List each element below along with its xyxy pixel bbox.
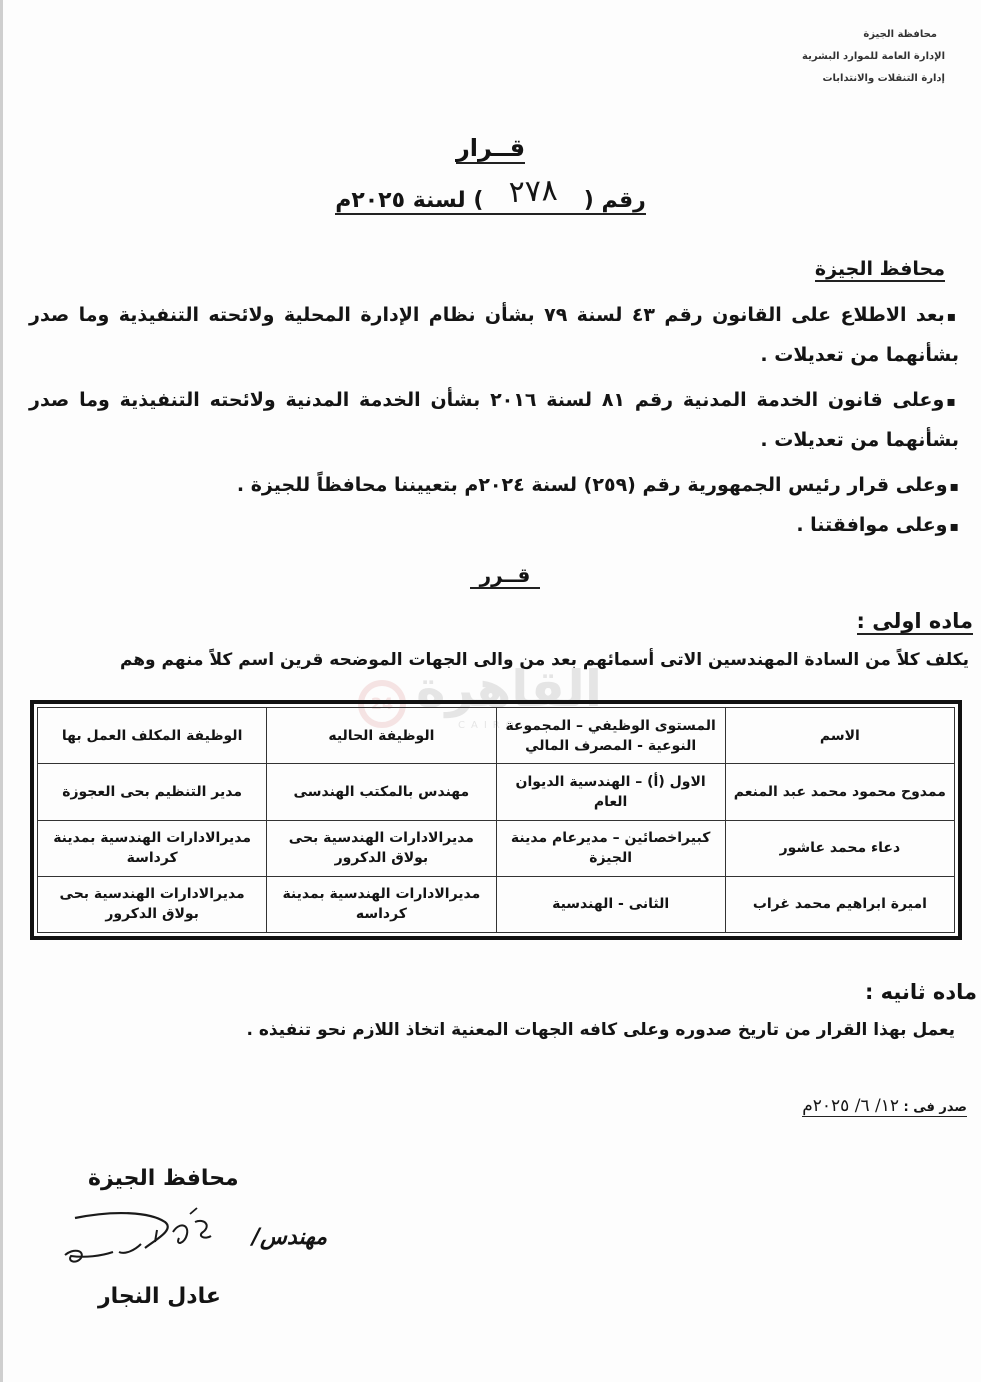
column-header-assigned-job: الوظيفة المكلف العمل بها	[38, 708, 267, 764]
bullet-icon: ▪	[946, 309, 959, 325]
watermark-text: القاهرة	[416, 660, 602, 718]
bullet-icon: ▪	[949, 479, 959, 495]
preamble-item-2	[29, 381, 959, 459]
cell-name: اميرة ابراهيم محمد غراب	[725, 876, 954, 932]
cell-assigned-job: مدير التنظيم بحى العجوزة	[38, 764, 267, 820]
issue-date-label: صدر فى :	[903, 1100, 967, 1115]
cell-grade: الاول (أ) – الهندسية الديوان العام	[496, 764, 725, 820]
governor-heading: محافظ الجيزة	[814, 258, 945, 280]
preamble-text-3: وعلى قرار رئيس الجمهورية رقم (٢٥٩) لسنة ٢٠٢٤م بتعييننا محافظاً للجيزة .	[236, 474, 948, 496]
assignments-table-frame	[30, 700, 962, 940]
preamble-item-3	[29, 466, 959, 506]
preamble-item-4	[29, 506, 959, 546]
cell-name: دعاء محمد عاشور	[725, 820, 954, 876]
letterhead-line-3: إدارة التنقلات والانتدابات	[822, 73, 945, 84]
article-1-heading	[857, 609, 973, 633]
column-header-name: الاسم	[725, 708, 954, 764]
signatory-title: محافظ الجيزة	[88, 1166, 239, 1191]
preamble-item-1	[29, 296, 959, 374]
table-row	[38, 820, 955, 876]
preamble-text-2: وعلى قانون الخدمة المدنية رقم ٨١ لسنة ٢٠١٦ بشأن الخدمة المدنية ولائحته التنفيذية وما صدر بشأنهما من تعديلات .	[29, 389, 959, 451]
decision-number-line	[0, 172, 981, 215]
assignments-table	[37, 707, 955, 933]
bullet-icon: ▪	[949, 519, 959, 535]
article-1-text: يكلف كلاً من السادة المهندسين الاتى أسمائهم بعد من والى الجهات الموضحه قرين اسم كلاً منهم وهم	[119, 650, 969, 670]
decision-title-text: قــرار	[455, 134, 526, 162]
table-row	[38, 876, 955, 932]
issue-date-value: ١٢/ ٦/ ٢٠٢٥م	[802, 1096, 899, 1116]
watermark-badge-icon: 24	[358, 680, 406, 728]
letterhead	[802, 24, 945, 90]
decision-number-wrapper	[335, 172, 646, 215]
cell-assigned-job: مديرالادارات الهندسية بمدينة كرداسة	[38, 820, 267, 876]
preamble-text-4: وعلى موافقتنا .	[796, 514, 948, 536]
cell-assigned-job: مديرالادارات الهندسية بحى بولاق الدكرور	[38, 876, 267, 932]
engineer-prefix: مهندس/	[252, 1225, 328, 1250]
table-header-row	[38, 708, 955, 764]
bullet-icon: ▪	[946, 394, 959, 410]
decides-heading: قــرر	[470, 563, 540, 589]
table-row	[38, 764, 955, 820]
watermark-subtext: CAIRO	[458, 720, 520, 731]
letterhead-line-2: الإدارة العامة للموارد البشرية	[802, 51, 945, 62]
decision-title	[0, 134, 981, 162]
cell-current-job: مديرالادارات الهندسية بمدينة كرداسه	[267, 876, 496, 932]
issue-date	[802, 1096, 967, 1117]
decision-number: ٢٧٨	[508, 172, 559, 211]
article-1-heading-text: ماده اولى :	[856, 609, 973, 633]
letterhead-line-1: محافظة الجيزة	[863, 29, 937, 40]
cell-current-job: مهندس بالمكتب الهندسى	[267, 764, 496, 820]
decision-number-suffix: ) لسنة ٢٠٢٥م	[335, 188, 484, 213]
cell-grade: الثانى - الهندسية	[496, 876, 725, 932]
column-header-grade: المستوى الوظيفي – المجموعة النوعية - المصرف المالي	[496, 708, 725, 764]
handwritten-signature	[55, 1200, 230, 1275]
cell-current-job: مديرالادارات الهندسية بحى بولاق الدكرور	[267, 820, 496, 876]
preamble-text-1: بعد الاطلاع على القانون رقم ٤٣ لسنة ٧٩ بشأن نظام الإدارة المحلية ولائحته التنفيذية وما صدر بشأنهما من تعديلات .	[29, 304, 959, 366]
article-2-heading: ماده ثانيه :	[864, 980, 977, 1004]
cell-grade: كبيراخصائين – مديرعام مدينة الجيزة	[496, 820, 725, 876]
cell-name: ممدوح محمود محمد عبد المنعم	[725, 764, 954, 820]
decision-number-prefix: رقم (	[583, 188, 646, 213]
article-2-text: يعمل بهذا القرار من تاريخ صدوره وعلى كافه الجهات المعنية اتخاذ اللازم نحو تنفيذه .	[246, 1020, 955, 1040]
column-header-current-job: الوظيفة الحاليه	[267, 708, 496, 764]
signatory-name: عادل النجار	[98, 1284, 221, 1309]
